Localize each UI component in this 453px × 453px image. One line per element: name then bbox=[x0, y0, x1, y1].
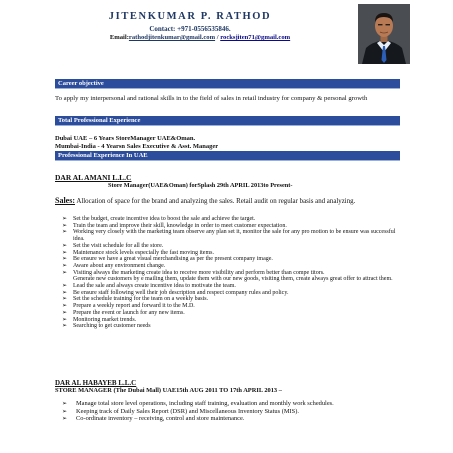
list-item: ➢ Set the budget, create incentive idea to boost the sale and achieve the target. bbox=[62, 215, 256, 222]
check-arrow-icon: ➢ bbox=[62, 221, 68, 229]
list-item: Generate new customers by e mailing them, update them with our new goods, visiting them, create always great offer to attract them. bbox=[73, 276, 393, 283]
section-total-experience: Total Professional Experience bbox=[55, 116, 400, 126]
check-arrow-icon: ➢ bbox=[62, 302, 68, 310]
list-item: ➢ Set the schedule training for the team on a weekly basis. bbox=[62, 295, 209, 303]
list-item: ➢ Be ensure staff following well their job description and respect company rules and policy. bbox=[62, 288, 289, 296]
arrowhead-icon: ➢ bbox=[62, 400, 68, 407]
sales-label: Sales: bbox=[55, 196, 75, 205]
list-item: ➢ Set the visit schedule for all the store. bbox=[62, 241, 164, 249]
list-item: ➢ Manage total store level operations, including staff training, evaluation and monthly work schedules. bbox=[62, 400, 334, 407]
list-item: ➢ Prepare the event or launch for any new items. bbox=[62, 308, 185, 316]
arrowhead-icon: ➢ bbox=[62, 415, 68, 423]
sales-text: Allocation of space for the brand and analyzing the sales. Retail audit on regular basis and analyzing. bbox=[75, 198, 356, 205]
check-arrow-icon: ➢ bbox=[62, 248, 68, 256]
total-experience-india: Mumbai-India - 4 Yearsn Sales Executive & Asst. Manager bbox=[55, 143, 219, 150]
check-arrow-icon: ➢ bbox=[62, 228, 68, 236]
check-arrow-icon: ➢ bbox=[62, 322, 68, 330]
list-item: ➢ Be ensure we have a great visual merchandising as per the present company image. bbox=[62, 255, 273, 263]
job1-role: Store Manager(UAE&Oman) forSplash 29th APRIL 2013to Present- bbox=[108, 182, 293, 189]
email-link-1[interactable]: rathodjitenkumar@gmail.com bbox=[128, 34, 216, 41]
list-item: ➢ Monitoring market trends. bbox=[62, 315, 137, 323]
email-label: Email: bbox=[109, 34, 129, 41]
arrowhead-icon: ➢ bbox=[62, 407, 68, 415]
job2-role: STORE MANAGER (The Dubai Mall) UAE15th AUG 2011 TO 17th APRIL 2013 – bbox=[55, 387, 282, 394]
list-item: ➢ Co-ordinate inventory – receiving, control and store maintenance. bbox=[62, 415, 245, 423]
list-item: ➢ Prepare a weekly report and forward it to the M.D. bbox=[62, 302, 195, 310]
section-career-objective: Career objective bbox=[55, 79, 400, 89]
contact-phone: Contact: +971-0556535846. bbox=[149, 25, 231, 33]
job2-company: DAR AL HABAYEB L.L.C bbox=[55, 379, 137, 387]
check-arrow-icon: ➢ bbox=[62, 268, 68, 276]
job2-duties-list bbox=[62, 400, 407, 423]
list-item: ➢ Maintenance stock levels especially the fast moving items. bbox=[62, 248, 214, 256]
list-item: ➢ Working very closely with the marketing team observe any plan set it, monitor the sale for any pro motion to be ensure was successful idea. bbox=[62, 228, 396, 243]
check-arrow-icon: ➢ bbox=[62, 288, 68, 296]
check-arrow-icon: ➢ bbox=[62, 215, 68, 222]
check-arrow-icon: ➢ bbox=[62, 255, 68, 263]
list-item: ➢ Visiting always the marketing create idea to receive more visibility and perform better than compe titors. bbox=[62, 268, 325, 276]
list-item: ➢ Keeping track of Daily Sales Report (DSR) and Miscellaneous Inventory Status (MIS). bbox=[62, 407, 299, 415]
objective-text: To apply my interpersonal and rational skills in to the field of sales in retail industry for company & personal growth bbox=[55, 95, 368, 102]
job1-company: DAR AL AMANI L.L.C bbox=[55, 173, 132, 182]
total-experience-uae: Dubai UAE – 6 Years StoreManager UAE&Oman. bbox=[55, 135, 196, 142]
check-arrow-icon: ➢ bbox=[62, 295, 68, 303]
profile-photo-icon bbox=[358, 4, 410, 64]
job1-duties-list bbox=[62, 216, 407, 330]
email-separator: / bbox=[215, 34, 221, 41]
candidate-name: JITENKUMAR P. RATHOD bbox=[108, 11, 272, 22]
email-link-2[interactable]: rocksjiten71@gmail.com bbox=[220, 34, 291, 41]
list-item: ➢ Train the team and improve their skill, knowledge in order to meet customer expectation. bbox=[62, 221, 287, 229]
list-item: ➢ Lead the sale and always create incentive idea to motivate the team. bbox=[62, 282, 236, 290]
check-arrow-icon: ➢ bbox=[62, 261, 68, 269]
check-arrow-icon: ➢ bbox=[62, 241, 68, 249]
check-arrow-icon: ➢ bbox=[62, 308, 68, 316]
email-line bbox=[40, 34, 360, 41]
check-arrow-icon: ➢ bbox=[62, 282, 68, 290]
list-item: ➢ Searching to get customer needs bbox=[62, 322, 151, 330]
check-arrow-icon: ➢ bbox=[62, 315, 68, 323]
list-item: ➢ Aware about any environment change. bbox=[62, 261, 166, 269]
job1-sales-summary bbox=[55, 197, 407, 207]
profile-photo bbox=[358, 4, 410, 64]
section-uae-experience: Professional Experience In UAE bbox=[55, 151, 400, 161]
